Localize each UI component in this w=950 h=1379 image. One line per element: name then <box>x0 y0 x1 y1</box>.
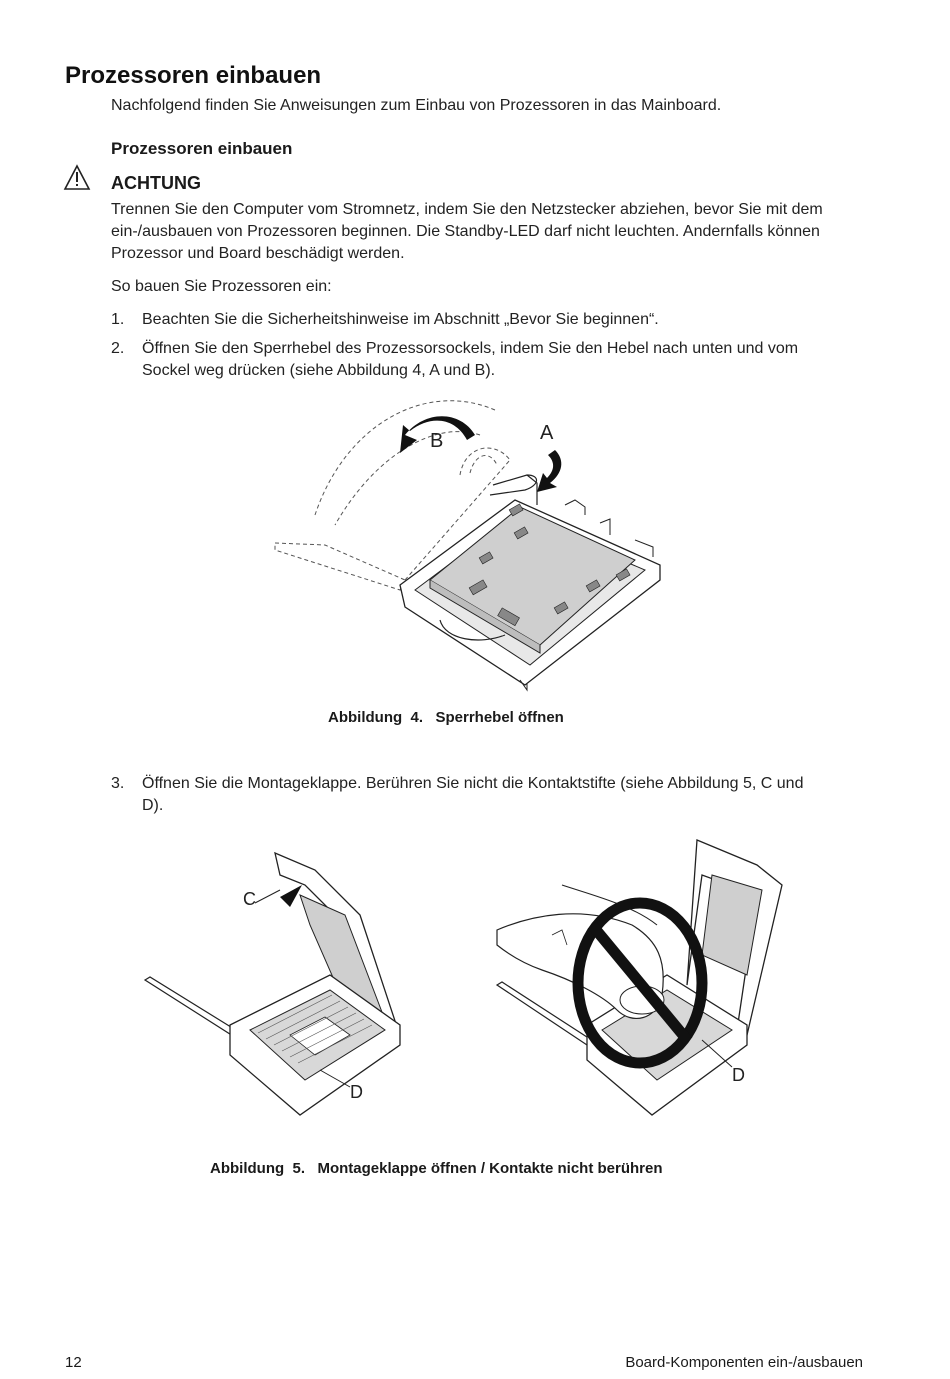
label-a: A <box>540 422 554 444</box>
steps-intro: So bauen Sie Prozessoren ein: <box>111 278 332 295</box>
step-line: D). <box>142 797 164 814</box>
step-number: 2. <box>111 340 125 357</box>
caution-line: Prozessor und Board beschädigt werden. <box>111 245 405 262</box>
figure4-socket-lever-illustration <box>265 395 675 695</box>
page-number: 12 <box>65 1354 82 1371</box>
figure4-caption: Abbildung 4. Sperrhebel öffnen <box>328 709 564 726</box>
step-text <box>142 773 803 817</box>
figure5-left-open-loadplate-illustration <box>140 845 410 1120</box>
label-d-left: D <box>350 1082 363 1102</box>
step-line: Öffnen Sie die Montageklappe. Berühren Sie nicht die Kontaktstifte (siehe Abbildung 5, C und <box>142 775 804 792</box>
intro-text: Nachfolgend finden Sie Anweisungen zum Einbau von Prozessoren in das Mainboard. <box>111 97 722 114</box>
subheading: Prozessoren einbauen <box>111 139 293 158</box>
caution-line: Trennen Sie den Computer vom Stromnetz, indem Sie den Netzstecker abziehen, bevor Sie mit dem <box>111 201 823 218</box>
step-number: 3. <box>111 775 125 792</box>
step-line: Sockel weg drücken (siehe Abbildung 4, A und B). <box>142 362 496 379</box>
caution-title: ACHTUNG <box>111 173 201 193</box>
page-heading: Prozessoren einbauen <box>65 62 322 89</box>
label-c: C <box>243 889 256 909</box>
step-number: 1. <box>111 311 125 328</box>
warning-icon <box>63 164 91 191</box>
step-text <box>142 309 659 331</box>
step-text <box>142 338 798 382</box>
figure5-caption: Abbildung 5. Montageklappe öffnen / Kontakte nicht berühren <box>210 1160 663 1177</box>
footer-section: Board-Komponenten ein-/ausbauen <box>625 1354 863 1371</box>
caution-text <box>111 199 823 265</box>
caution-line: ein-/ausbauen von Prozessoren beginnen. Die Standby-LED darf nicht leuchten. Andernfalls können <box>111 223 820 240</box>
step-line: Öffnen Sie den Sperrhebel des Prozessorsockels, indem Sie den Hebel nach unten und vom <box>142 340 799 357</box>
label-b: B <box>430 430 444 452</box>
figure5-right-do-not-touch-illustration <box>492 835 792 1120</box>
label-d-right: D <box>732 1065 745 1085</box>
step-line: Beachten Sie die Sicherheitshinweise im Abschnitt „Bevor Sie beginnen“. <box>142 311 659 328</box>
